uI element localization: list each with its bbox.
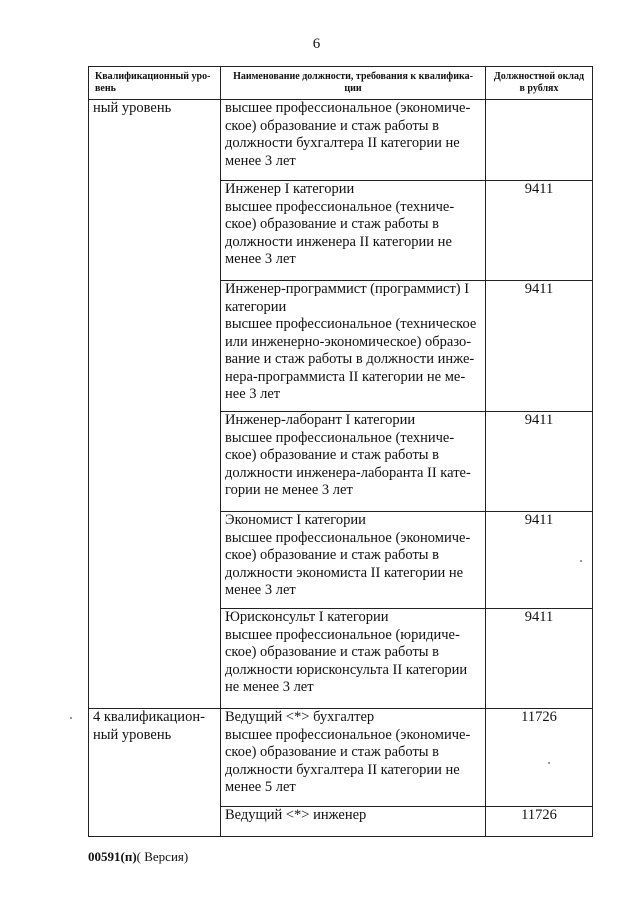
level-cell: ный уровень bbox=[89, 100, 221, 709]
salary-cell: 9411 bbox=[486, 281, 593, 412]
position-cell bbox=[221, 709, 486, 807]
requirements-text: высшее профессиональное (техниче- ское) образование и стаж работы в должности инженера-лаборанта II кате- гории не менее 3 лет bbox=[225, 429, 471, 498]
position-cell bbox=[221, 609, 486, 709]
position-cell bbox=[221, 100, 486, 181]
salary-cell bbox=[486, 100, 593, 181]
page-number: 6 bbox=[312, 36, 321, 52]
requirements-text: высшее профессиональное (экономиче- ское) образование и стаж работы в должности бухгалтера II категории не менее 5 лет bbox=[225, 726, 471, 795]
salary-cell: 9411 bbox=[486, 609, 593, 709]
header-level: Квалификационный уро- вень bbox=[89, 67, 221, 100]
qualification-table bbox=[88, 66, 593, 837]
scan-speck bbox=[548, 762, 550, 764]
salary-cell: 9411 bbox=[486, 181, 593, 281]
document-version: ( Версия) bbox=[136, 849, 189, 864]
document-code: 00591(п) bbox=[88, 849, 137, 864]
salary-cell: 11726 bbox=[486, 807, 593, 837]
level-cell: 4 квалификацион- ный уровень bbox=[89, 709, 221, 837]
position-title: Юрисконсульт I категории bbox=[225, 609, 389, 625]
position-title: Инженер-лаборант I категории bbox=[225, 412, 416, 428]
header-position: Наименование должности, требования к квалифика- ции bbox=[221, 67, 486, 100]
position-cell bbox=[221, 512, 486, 609]
table-row bbox=[89, 709, 593, 807]
requirements-text: высшее профессиональное (экономиче- ское) образование и стаж работы в должности экономиста II категории не менее 3 лет bbox=[225, 529, 471, 598]
requirements-text: высшее профессиональное (техниче- ское) образование и стаж работы в должности инженера II категории не менее 3 лет bbox=[225, 198, 455, 267]
table-header-row bbox=[89, 67, 593, 100]
position-title: Ведущий <*> бухгалтер bbox=[225, 709, 375, 725]
position-title: Экономист I категории bbox=[225, 512, 366, 528]
document-footer bbox=[88, 849, 188, 865]
requirements-text: высшее профессиональное (юридиче- ское) образование и стаж работы в должности юрисконсульта II категории не менее 3 лет bbox=[225, 626, 468, 695]
position-cell bbox=[221, 412, 486, 512]
salary-cell: 9411 bbox=[486, 412, 593, 512]
salary-cell: 9411 bbox=[486, 512, 593, 609]
scan-speck bbox=[580, 560, 582, 562]
requirements-text: высшее профессиональное (техническое или инженерно-экономическое) образо- вание и стаж работы в должности инже- нера-программиста II категории не ме- нее 3 лет bbox=[225, 316, 477, 402]
header-salary: Должностной оклад в рублях bbox=[486, 67, 593, 100]
position-title: Ведущий <*> инженер bbox=[225, 807, 367, 823]
position-cell bbox=[221, 281, 486, 412]
position-title: Инженер-программист (программист) I категории bbox=[225, 281, 470, 315]
position-cell bbox=[221, 181, 486, 281]
scan-speck bbox=[70, 717, 72, 719]
position-title: Инженер I категории bbox=[225, 181, 355, 197]
position-cell bbox=[221, 807, 486, 837]
requirements-text: высшее профессиональное (экономиче- ское) образование и стаж работы в должности бухгалтера II категории не менее 3 лет bbox=[225, 100, 471, 169]
table-row bbox=[89, 100, 593, 181]
salary-cell: 11726 bbox=[486, 709, 593, 807]
